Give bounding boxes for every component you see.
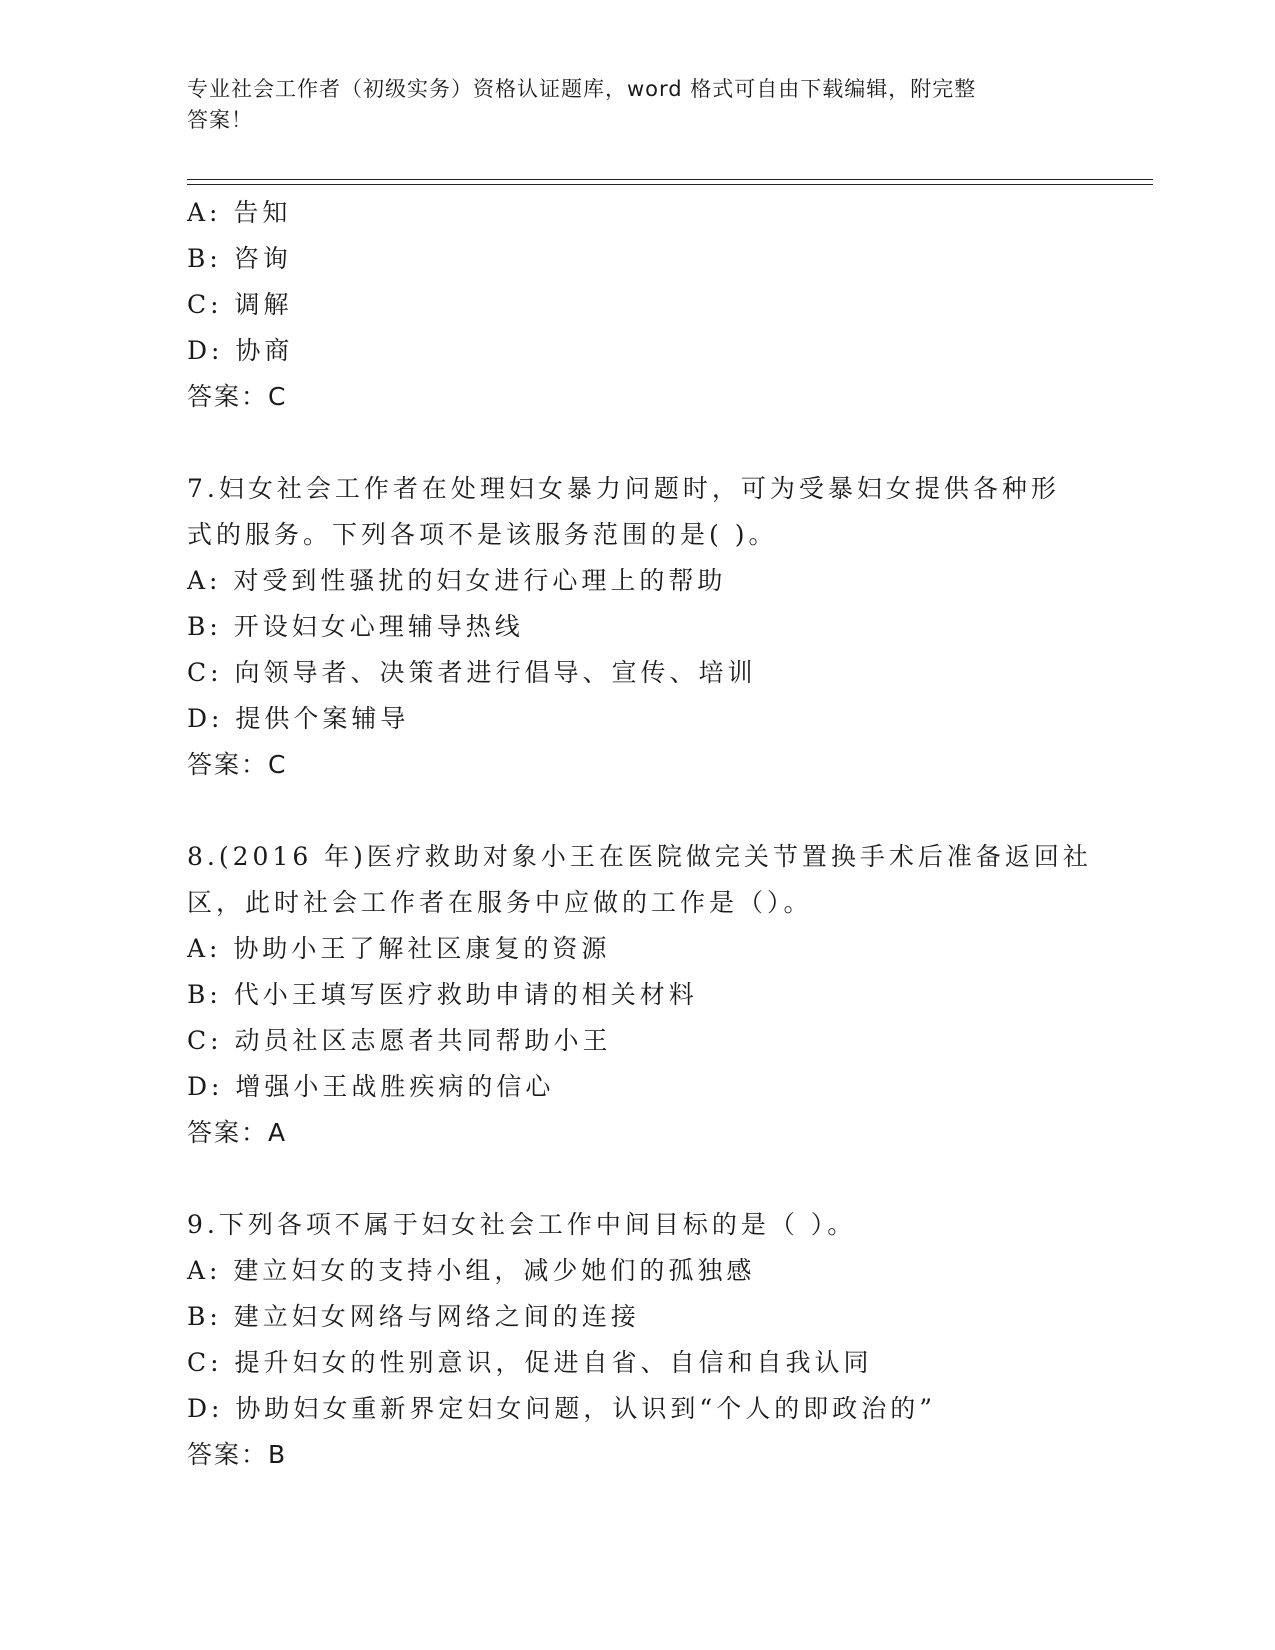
question-stem-line-2: 式的服务。下列各项不是该服务范围的是( )。 <box>187 520 778 549</box>
question-list <box>187 190 1092 1478</box>
option-b: B: 建立妇女网络与网络之间的连接 <box>187 1302 640 1331</box>
spacer <box>187 1156 1087 1202</box>
option-d: D: 协助妇女重新界定妇女问题，认识到“个人的即政治的” <box>187 1394 936 1423</box>
option-a: A: 告知 <box>187 198 292 227</box>
question-block-8 <box>187 834 1092 1156</box>
option-b: B: 代小王填写医疗救助申请的相关材料 <box>187 980 698 1009</box>
answer-text: 答案：C <box>187 382 288 411</box>
page-header <box>187 74 1067 136</box>
option-a: A: 对受到性骚扰的妇女进行心理上的帮助 <box>187 566 727 595</box>
answer-text: 答案：A <box>187 1118 288 1147</box>
header-line-2: 答案！ <box>187 108 253 132</box>
option-c: C: 向领导者、决策者进行倡导、宣传、培训 <box>187 658 757 687</box>
question-block-9 <box>187 1202 1087 1478</box>
option-c: C: 调解 <box>187 290 293 319</box>
option-a: A: 建立妇女的支持小组，减少她们的孤独感 <box>187 1256 756 1285</box>
question-stem-line-1: 9.下列各项不属于妇女社会工作中间目标的是（ ）。 <box>187 1210 857 1239</box>
header-line-1: 专业社会工作者（初级实务）资格认证题库，word 格式可自由下载编辑，附完整 <box>187 77 977 101</box>
option-b: B: 开设妇女心理辅导热线 <box>187 612 524 641</box>
question-stem-line-1: 8.(2016 年)医疗救助对象小王在医院做完关节置换手术后准备返回社 <box>187 842 1092 871</box>
question-block-6 <box>187 190 1087 420</box>
option-c: C: 动员社区志愿者共同帮助小王 <box>187 1026 612 1055</box>
header-divider-top <box>187 179 1153 180</box>
option-a: A: 协助小王了解社区康复的资源 <box>187 934 611 963</box>
option-c: C: 提升妇女的性别意识，促进自省、自信和自我认同 <box>187 1348 873 1377</box>
question-stem-line-1: 7.妇女社会工作者在处理妇女暴力问题时，可为受暴妇女提供各种形 <box>187 474 1060 503</box>
option-d: D: 提供个案辅导 <box>187 704 410 733</box>
question-stem-line-2: 区，此时社会工作者在服务中应做的工作是（）。 <box>187 888 813 917</box>
option-b: B: 咨询 <box>187 244 292 273</box>
answer-text: 答案：B <box>187 1440 288 1469</box>
option-d: D: 协商 <box>187 336 294 365</box>
spacer <box>187 420 1087 466</box>
answer-text: 答案：C <box>187 750 288 779</box>
spacer <box>187 788 1087 834</box>
question-block-7 <box>187 466 1087 788</box>
header-divider-bottom <box>187 184 1153 185</box>
option-d: D: 增强小王战胜疾病的信心 <box>187 1072 555 1101</box>
